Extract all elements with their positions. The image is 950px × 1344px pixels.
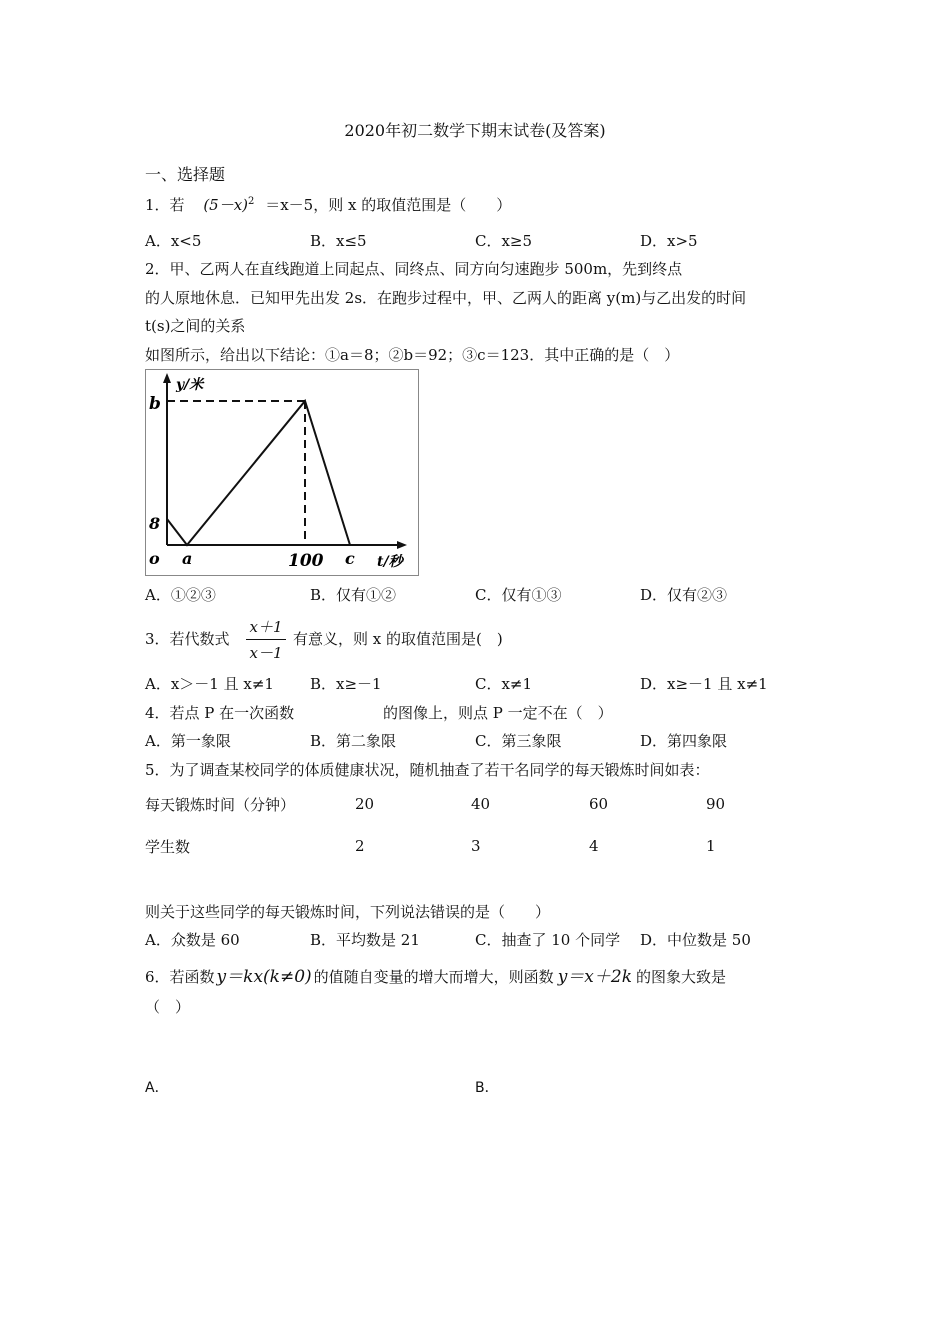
page-title: 2020年初二数学下期末试卷(及答案) (344, 121, 606, 140)
q3-option-c[interactable]: C．x≠1 (475, 675, 533, 693)
section-heading: 一、选择题 (145, 165, 226, 184)
q2-option-d[interactable]: D．仅有②③ (640, 586, 728, 604)
q6-option-b[interactable]: B． (475, 1080, 499, 1096)
x-axis-arrow (397, 541, 407, 549)
q5-row1-cell: 20 (355, 795, 375, 813)
q6-stem (145, 962, 726, 987)
q1-option-c[interactable]: C．x≥5 (475, 232, 533, 250)
q4-text-b: 的图像上，则点 P 一定不在（ ） (383, 704, 613, 722)
q4-option-c[interactable]: C．第三象限 (475, 732, 562, 750)
q3-option-b[interactable]: B．x≥－1 (310, 675, 382, 693)
q2-line1: 2．甲、乙两人在直线跑道上同起点、同终点、同方向匀速跑步 500m，先到终点 (145, 260, 683, 278)
q5-option-d[interactable]: D．中位数是 50 (640, 931, 751, 949)
a-label: a (182, 549, 193, 568)
q4-option-a[interactable]: A．第一象限 (145, 732, 231, 750)
q5-row1-cell: 60 (589, 795, 609, 813)
q2-line3: t(s)之间的关系 (145, 317, 246, 335)
q1-stem (145, 194, 511, 215)
q4-option-b[interactable]: B．第二象限 (310, 732, 397, 750)
q5-row2-cell: 1 (706, 837, 716, 855)
q2-line4: 如图所示，给出以下结论：①a＝8；②b＝92；③c＝123．其中正确的是（ ） (145, 346, 680, 364)
hundred-label: 100 (288, 551, 324, 571)
q1-option-d[interactable]: D．x>5 (640, 232, 698, 250)
q1-rest: ＝x－5，则 x 的取值范围是（ ） (265, 196, 512, 214)
q1-option-b[interactable]: B．x≤5 (310, 232, 367, 250)
q1-num: 1．若 (145, 196, 185, 214)
x-axis-label: t/秒 (377, 554, 403, 570)
q5-option-b[interactable]: B．平均数是 21 (310, 931, 420, 949)
q5-row1-cell: 90 (706, 795, 726, 813)
q3-numerator: x＋1 (249, 618, 283, 636)
q5-question: 则关于这些同学的每天锻炼时间，下列说法错误的是（ ） (145, 903, 551, 921)
q3-num: 3．若代数式 (145, 630, 230, 648)
q5-option-a[interactable]: A．众数是 60 (145, 931, 240, 949)
c-label: c (345, 549, 355, 568)
q5-text: 5．为了调查某校同学的体质健康状况，随机抽查了若干名同学的每天锻炼时间如表： (145, 761, 710, 779)
q3-option-d[interactable]: D．x≥－1 且 x≠1 (640, 675, 768, 693)
q5-row2-cell: 3 (471, 837, 481, 855)
y-axis-label: y/米 (176, 377, 204, 393)
eight-label: 8 (149, 514, 161, 533)
q6-end: 的图象大致是 (636, 968, 727, 986)
q3-rest: 有意义，则 x 的取值范围是( ) (293, 630, 503, 648)
q3-denominator: x－1 (249, 644, 283, 662)
q2-option-a[interactable]: A．①②③ (145, 586, 216, 604)
q4-option-d[interactable]: D．第四象限 (640, 732, 728, 750)
b-label: b (149, 394, 161, 414)
q1-expr: (5－x) (203, 196, 249, 214)
q6-mid: 的值随自变量的增大而增大，则函数 (313, 968, 554, 986)
origin-label: o (149, 549, 160, 568)
q6-num: 6．若函数 (145, 968, 215, 986)
q5-option-c[interactable]: C．抽查了 10 个同学 (475, 931, 621, 949)
y-axis-arrow (163, 373, 171, 383)
q2-option-c[interactable]: C．仅有①③ (475, 586, 562, 604)
q6-func2: y＝x＋2k (557, 967, 632, 987)
q3-option-a[interactable]: A．x＞－1 且 x≠1 (145, 675, 274, 693)
distance-line (167, 401, 350, 545)
q2-graph (145, 369, 419, 576)
q6-func1: y＝kx(k≠0) (216, 967, 312, 987)
q5-row2-cell: 2 (355, 837, 365, 855)
q1-option-a[interactable]: A．x<5 (145, 232, 202, 250)
q3-fraction (246, 616, 286, 663)
q5-row1-label: 每天锻炼时间（分钟） (145, 796, 296, 814)
fraction-bar (246, 639, 286, 640)
q5-row2-label: 学生数 (145, 838, 191, 856)
q6-option-a[interactable]: A． (145, 1080, 169, 1096)
q5-row1-cell: 40 (471, 795, 491, 813)
q5-row2-cell: 4 (589, 837, 599, 855)
q6-paren: （ ） (145, 998, 191, 1016)
q4-text-a: 4．若点 P 在一次函数 (145, 704, 295, 722)
q1-sup: 2 (248, 196, 255, 207)
q2-line2: 的人原地休息．已知甲先出发 2s．在跑步过程中，甲、乙两人的距离 y(m)与乙出发的时间 (145, 289, 747, 307)
q2-option-b[interactable]: B．仅有①② (310, 586, 397, 604)
